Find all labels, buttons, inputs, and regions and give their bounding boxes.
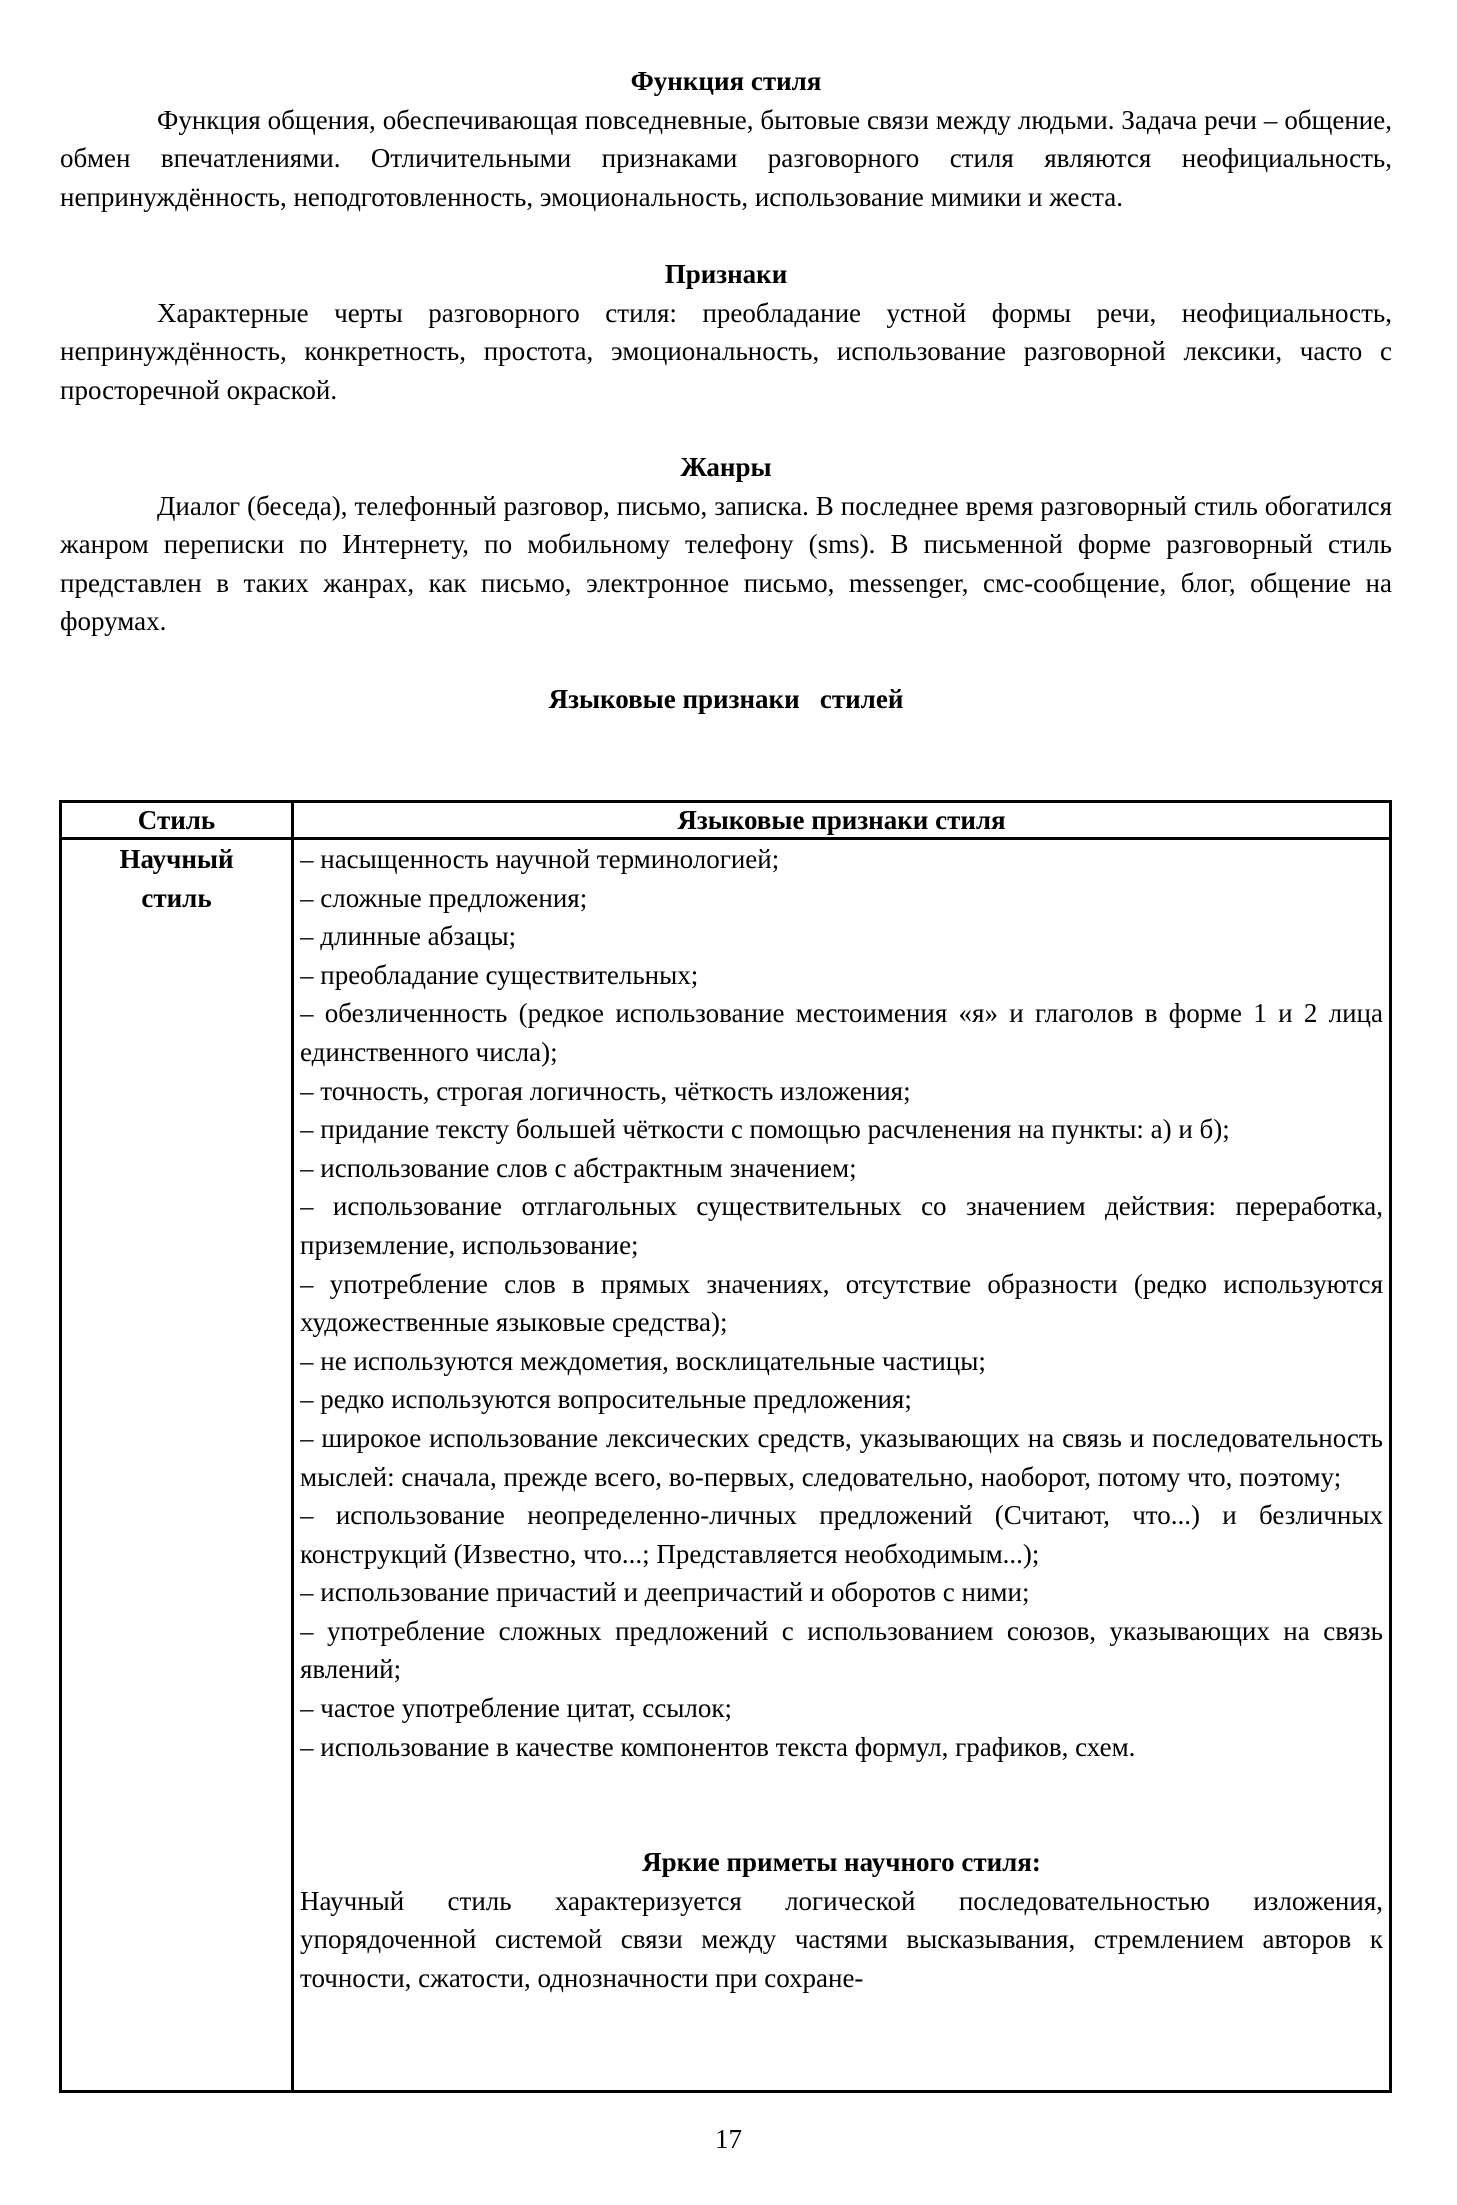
subheading: Яркие приметы научного стиля: [642, 1847, 1041, 1878]
feature-item: – употребление слов в прямых значениях, отсутствие образности (редко используются художественные языковые средства); [300, 1268, 1383, 1338]
section-paragraph: Диалог (беседа), телефонный разговор, письмо, записка. В последнее время разговорный стиль обогатился жанром переписки по Интернету, по мобильному телефону (sms). В письменной форме разговорный стиль представлен в таких жанрах, как письмо, электронное письмо, messenger, смс-сообщение, блог, общение на форумах. [60, 490, 1392, 637]
feature-item: – использование причастий и деепричастий и оборотов с ними; [300, 1577, 1030, 1608]
section-heading: Жанры [680, 451, 772, 482]
section-features [60, 255, 1392, 409]
feature-item: – использование неопределенно-личных предложений (Считают, что...) и безличных конструкций (Известно, что...; Представляется необходимым...); [300, 1500, 1383, 1569]
feature-item: – сложные предложения; [300, 882, 588, 913]
feature-item: – преобладание существительных; [300, 959, 699, 990]
page-number: 17 [715, 2124, 742, 2154]
language-features-table [59, 800, 1392, 2093]
feature-item: – использование слов с абстрактным значением; [300, 1152, 857, 1183]
feature-item: – придание тексту большей чёткости с помощью расчленения на пункты: а) и б); [300, 1114, 1230, 1145]
feature-item: – точность, строгая логичность, чёткость изложения; [300, 1075, 911, 1106]
section-paragraph: Характерные черты разговорного стиля: преобладание устной формы речи, неофициальность, непринуждённость, конкретность, простота, эмоциональность, использование разговорной лексики, часто с просторечной окраской. [60, 297, 1392, 405]
feature-item: – частое употребление цитат, ссылок; [300, 1693, 732, 1724]
style-name: Научный стиль [119, 844, 234, 913]
feature-item: – редко используются вопросительные предложения; [300, 1384, 912, 1415]
section-heading: Признаки [664, 258, 788, 289]
style-name-cell [61, 839, 293, 2092]
feature-item: – длинные абзацы; [300, 921, 517, 952]
feature-item: – обезличенность (редкое использование местоимения «я» и глаголов в форме 1 и 2 лица единственного числа); [300, 998, 1383, 1067]
section-genres [60, 448, 1392, 641]
page-body [60, 62, 1392, 718]
section-style-function [60, 62, 1392, 216]
feature-item: – насыщенность научной терминологией; [300, 844, 780, 874]
summary-paragraph: Научный стиль характеризуется логической последовательностью изложения, упорядоченной системой связи между частями высказывания, стремлением авторов к точности, сжатости, однозначности при сохране- [300, 1885, 1383, 1994]
feature-list [300, 840, 1383, 1766]
table-header-row [61, 802, 1391, 839]
section-paragraph: Функция общения, обеспечивающая повседневные, бытовые связи между людьми. Задача речи – общение, обмен впечатлениями. Отличительными признаками разговорного стиля являются неофициальность, непринуждённость, неподготовленность, эмоциональность, использование мимики и жеста. [60, 104, 1392, 212]
feature-item: – широкое использование лексических средств, указывающих на связь и последовательность мыслей: сначала, прежде всего, во-первых, следовательно, наоборот, потому что, поэтому; [300, 1422, 1383, 1492]
section-heading: Функция стиля [630, 66, 822, 96]
feature-item: – использование в качестве компонентов текста формул, графиков, схем. [300, 1731, 1136, 1762]
table-row [61, 839, 1391, 2092]
feature-item: – употребление сложных предложений с использованием союзов, указывающих на связь явлений; [300, 1615, 1383, 1685]
table-title: Языковые признаки стилей [548, 683, 904, 714]
column-header-style: Стиль [61, 802, 293, 839]
features-cell [293, 839, 1391, 2092]
column-header-features: Языковые признаки стиля [293, 802, 1391, 839]
feature-item: – не используются междометия, восклицательные частицы; [300, 1345, 986, 1376]
feature-item: – использование отглагольных существительных со значением действия: переработка, приземление, использование; [300, 1191, 1383, 1260]
